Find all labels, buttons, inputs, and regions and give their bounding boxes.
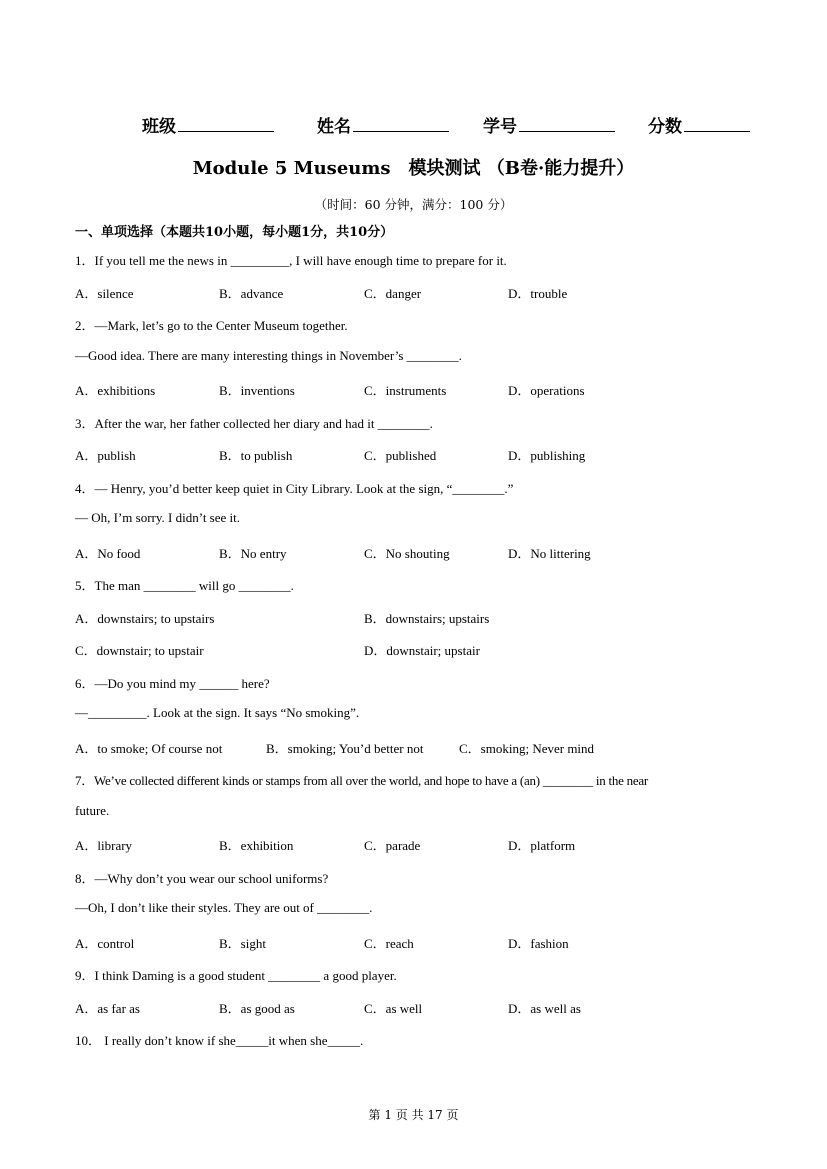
- q2-option-a[interactable]: A．exhibitions: [75, 383, 156, 398]
- q1-option-a[interactable]: A．silence: [75, 286, 134, 301]
- q2-option-d[interactable]: D．operations: [508, 383, 585, 398]
- q1-option-b[interactable]: B．advance: [219, 286, 284, 301]
- q8-option-b[interactable]: B．sight: [219, 936, 266, 951]
- q2-option-b[interactable]: B．inventions: [219, 383, 295, 398]
- q8-option-a[interactable]: A．control: [75, 936, 135, 951]
- q7-option-c[interactable]: C．parade: [364, 838, 421, 853]
- question-7: 7．We’ve collected different kinds or stamps from all over the world, and hope to have a (an) ________ in the near: [75, 773, 648, 788]
- q6-option-a[interactable]: A．to smoke; Of course not: [75, 741, 223, 756]
- page-footer: 第 1 页 共 17 页: [368, 1108, 459, 1122]
- q3-option-b[interactable]: B．to publish: [219, 448, 293, 463]
- question-1: 1．If you tell me the news in _________, I will have enough time to prepare for it.: [75, 253, 507, 268]
- q6-option-b[interactable]: B．smoking; You’d better not: [266, 741, 424, 756]
- page-title: Module 5 Museums 模块测试 （B卷·能力提升）: [192, 158, 635, 179]
- question-2: 2．—Mark, let’s go to the Center Museum together.: [75, 318, 348, 333]
- class-blank[interactable]: [178, 114, 274, 132]
- class-label: 班级: [142, 117, 176, 137]
- q5-option-a[interactable]: A．downstairs; to upstairs: [75, 611, 215, 626]
- question-6-line-2: —_________. Look at the sign. It says “No smoking”.: [75, 705, 360, 720]
- q4-option-b[interactable]: B．No entry: [219, 546, 287, 561]
- question-5: 5．The man ________ will go ________.: [75, 578, 294, 593]
- name-label: 姓名: [317, 117, 351, 137]
- section-heading: 一、单项选择（本题共10小题，每小题1分，共10分）: [75, 225, 394, 240]
- q5-option-b[interactable]: B．downstairs; upstairs: [364, 611, 490, 626]
- question-9: 9．I think Daming is a good student ________ a good player.: [75, 968, 397, 983]
- name-field: [317, 112, 449, 137]
- class-field: [142, 112, 274, 137]
- q9-option-b[interactable]: B．as good as: [219, 1001, 295, 1016]
- q2-option-c[interactable]: C．instruments: [364, 383, 447, 398]
- q9-option-d[interactable]: D．as well as: [508, 1001, 581, 1016]
- q8-option-d[interactable]: D．fashion: [508, 936, 569, 951]
- question-6: 6．—Do you mind my ______ here?: [75, 676, 270, 691]
- id-blank[interactable]: [519, 114, 615, 132]
- q6-option-c[interactable]: C．smoking; Never mind: [459, 741, 595, 756]
- question-4-line-2: — Oh, I’m sorry. I didn’t see it.: [75, 510, 241, 525]
- q8-option-c[interactable]: C．reach: [364, 936, 414, 951]
- q5-option-d[interactable]: D．downstair; upstair: [364, 643, 480, 658]
- q7-option-d[interactable]: D．platform: [508, 838, 576, 853]
- q7-option-a[interactable]: A．library: [75, 838, 133, 853]
- q3-option-c[interactable]: C．published: [364, 448, 437, 463]
- q7-option-b[interactable]: B．exhibition: [219, 838, 294, 853]
- q5-option-c[interactable]: C．downstair; to upstair: [75, 643, 204, 658]
- question-8-line-2: —Oh, I don’t like their styles. They are out of ________.: [75, 900, 373, 915]
- q1-option-d[interactable]: D．trouble: [508, 286, 568, 301]
- q1-option-c[interactable]: C．danger: [364, 286, 422, 301]
- q9-option-a[interactable]: A．as far as: [75, 1001, 140, 1016]
- question-3: 3．After the war, her father collected her diary and had it ________.: [75, 416, 433, 431]
- question-2-line-2: —Good idea. There are many interesting things in November’s ________.: [75, 348, 462, 363]
- page-subtitle: （时间：60 分钟，满分：100 分）: [314, 197, 513, 212]
- score-field: [648, 112, 750, 137]
- score-label: 分数: [648, 117, 682, 137]
- q4-option-d[interactable]: D．No littering: [508, 546, 591, 561]
- name-blank[interactable]: [353, 114, 449, 132]
- question-10: 10． I really don’t know if she_____it when she_____.: [75, 1033, 364, 1048]
- question-8: 8．—Why don’t you wear our school uniforms?: [75, 871, 329, 886]
- question-7-line-2: future.: [75, 803, 110, 818]
- q9-option-c[interactable]: C．as well: [364, 1001, 423, 1016]
- q3-option-a[interactable]: A．publish: [75, 448, 136, 463]
- score-blank[interactable]: [684, 114, 750, 132]
- q4-option-a[interactable]: A．No food: [75, 546, 141, 561]
- question-4: 4．— Henry, you’d better keep quiet in City Library. Look at the sign, “________.”: [75, 481, 514, 496]
- q4-option-c[interactable]: C．No shouting: [364, 546, 450, 561]
- id-label: 学号: [483, 117, 517, 137]
- id-field: [483, 112, 615, 137]
- q3-option-d[interactable]: D．publishing: [508, 448, 586, 463]
